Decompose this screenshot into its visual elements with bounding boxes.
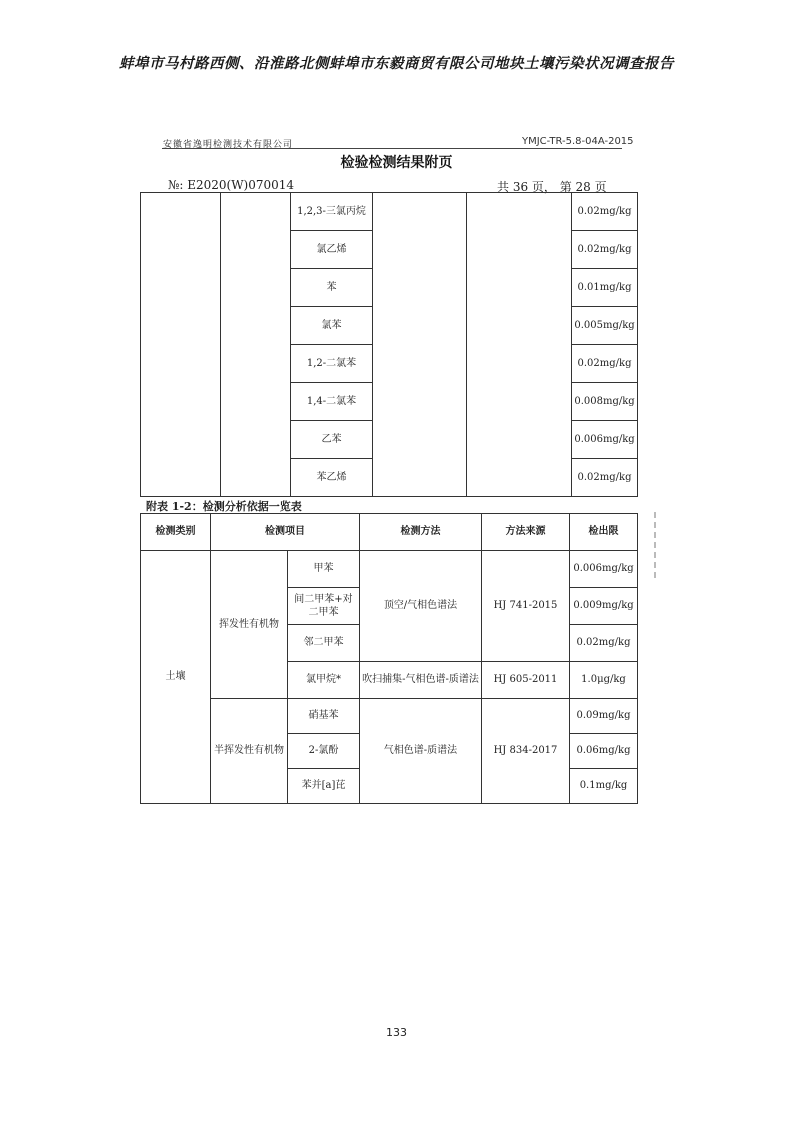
page-info: 共 36 页， 第 28 页 (497, 180, 607, 194)
item-cell: 间二甲苯+对二甲苯 (288, 588, 360, 625)
header-source: 方法来源 (482, 514, 570, 551)
limit-cell: 1.0μg/kg (570, 662, 638, 699)
table-row (141, 699, 638, 734)
method-cell: 气相色谱-质谱法 (360, 699, 482, 804)
header-row (141, 514, 638, 551)
report-title: 蚌埠市马村路西侧、沿淮路北侧蚌埠市东毅商贸有限公司地块土壤污染状况调查报告 (119, 55, 674, 72)
limit-cell: 0.02mg/kg (572, 193, 638, 231)
page-number: 133 (386, 1026, 407, 1039)
table-row (141, 551, 638, 588)
limit-cell: 0.09mg/kg (570, 699, 638, 734)
header-category: 检测类别 (141, 514, 211, 551)
method-cell: 顶空/气相色谱法 (360, 551, 482, 662)
item-cell: 甲苯 (288, 551, 360, 588)
method-basis-table (140, 513, 638, 804)
item-cell: 硝基苯 (288, 699, 360, 734)
limit-cell: 0.02mg/kg (572, 345, 638, 383)
header-item: 检测项目 (211, 514, 360, 551)
limit-cell: 0.006mg/kg (572, 421, 638, 459)
page-heading: 检验检测结果附页 (340, 155, 453, 171)
item-cell: 1,4-二氯苯 (291, 383, 373, 421)
item-cell: 1,2,3-三氯丙烷 (291, 193, 373, 231)
item-cell: 苯并[a]芘 (288, 769, 360, 804)
item-cell: 2-氯酚 (288, 734, 360, 769)
table2-caption: 附表 1-2：检测分析依据一览表 (146, 500, 302, 513)
source-cell: HJ 834-2017 (482, 699, 570, 804)
limit-cell: 0.005mg/kg (572, 307, 638, 345)
item-cell: 乙苯 (291, 421, 373, 459)
header-method: 检测方法 (360, 514, 482, 551)
form-code: YMJC-TR-5.8-04A-2015 (522, 136, 634, 147)
source-cell: HJ 605-2011 (482, 662, 570, 699)
limit-cell: 0.006mg/kg (570, 551, 638, 588)
item-cell: 邻二甲苯 (288, 625, 360, 662)
item-cell: 苯乙烯 (291, 459, 373, 497)
item-cell: 氯甲烷* (288, 662, 360, 699)
header-limit: 检出限 (570, 514, 638, 551)
limit-cell: 0.009mg/kg (570, 588, 638, 625)
group-cell: 半挥发性有机物 (211, 699, 288, 804)
limit-cell: 0.02mg/kg (572, 231, 638, 269)
continued-results-table (140, 192, 638, 497)
limit-cell: 0.1mg/kg (570, 769, 638, 804)
group-cell: 挥发性有机物 (211, 551, 288, 699)
item-cell: 苯 (291, 269, 373, 307)
category-cell: 土壤 (141, 551, 211, 804)
scan-margin-mark (652, 508, 658, 598)
limit-cell: 0.008mg/kg (572, 383, 638, 421)
method-cell: 吹扫捕集-气相色谱-质谱法 (360, 662, 482, 699)
header-divider (162, 148, 622, 149)
table-row (141, 193, 638, 231)
company-name: 安徽省逸明检测技术有限公司 (163, 140, 294, 150)
source-cell: HJ 741-2015 (482, 551, 570, 662)
limit-cell: 0.02mg/kg (570, 625, 638, 662)
limit-cell: 0.01mg/kg (572, 269, 638, 307)
limit-cell: 0.06mg/kg (570, 734, 638, 769)
item-cell: 氯苯 (291, 307, 373, 345)
document-number: №: E2020(W)070014 (168, 178, 295, 192)
item-cell: 1,2-二氯苯 (291, 345, 373, 383)
item-cell: 氯乙烯 (291, 231, 373, 269)
limit-cell: 0.02mg/kg (572, 459, 638, 497)
